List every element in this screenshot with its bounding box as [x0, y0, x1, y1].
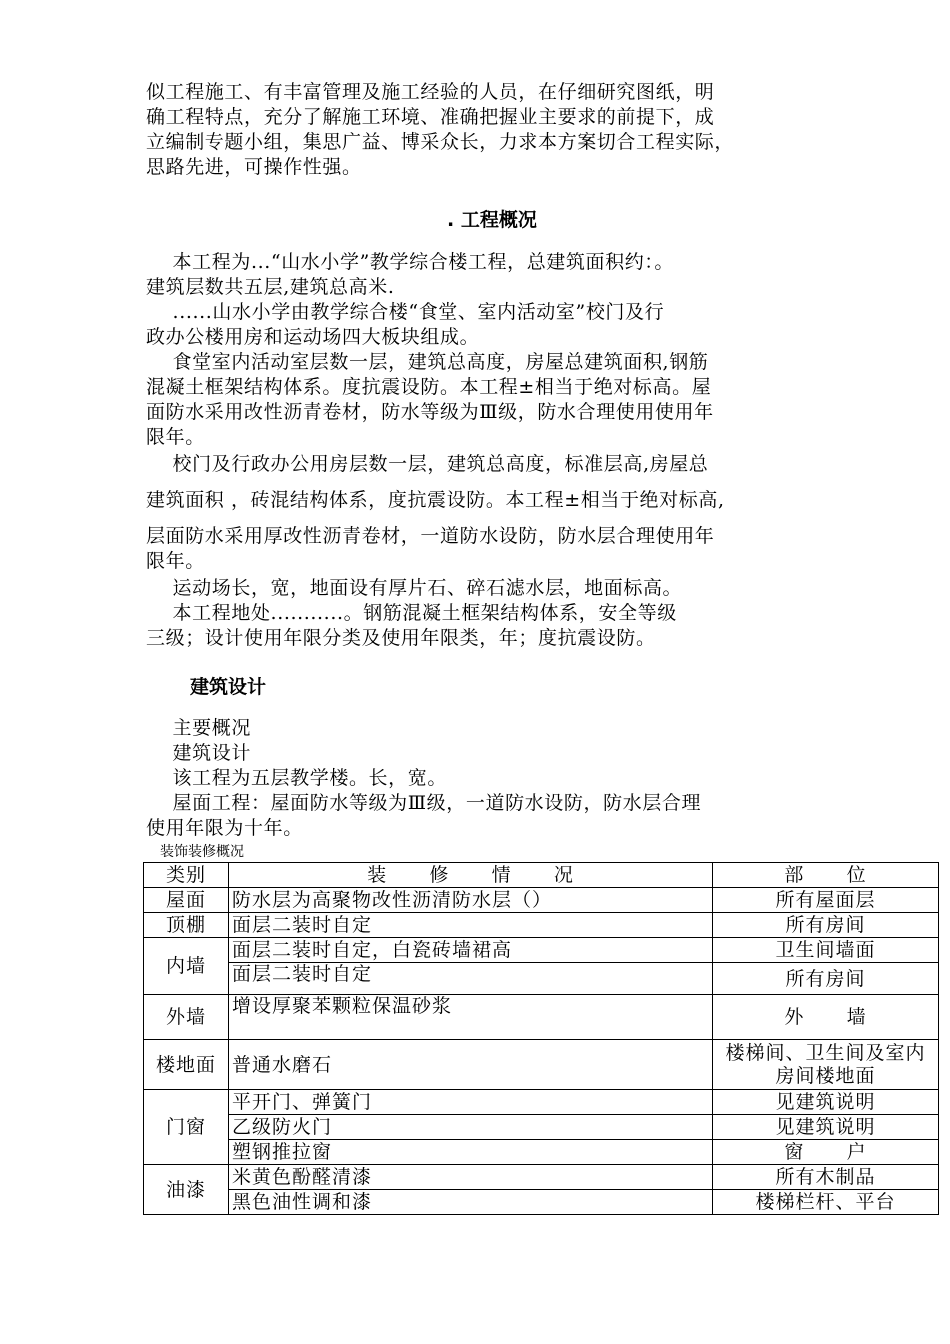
description-cell: 防水层为高聚物改性沥清防水层（）: [229, 888, 713, 913]
description-cell: 面层二装时自定，白瓷砖墙裙高: [229, 938, 713, 963]
arch-design-line: 主要概况: [146, 717, 251, 739]
intro-line: 思路先进，可操作性强。: [146, 156, 362, 178]
table-row: [144, 995, 939, 1040]
category-cell: 内墙: [144, 938, 229, 995]
category-cell: 楼地面: [144, 1040, 229, 1090]
table-row: [144, 1140, 939, 1165]
overview-line: 校门及行政办公用房层数一层，建筑总高度，标准层高,房屋总: [146, 453, 709, 475]
location-cell: 所有房间: [713, 913, 939, 938]
arch-design-line: 使用年限为十年。: [146, 817, 303, 839]
description-cell: 增设厚聚苯颗粒保温砂浆: [229, 995, 713, 1040]
category-cell: 顶棚: [144, 913, 229, 938]
table-row: [144, 1190, 939, 1215]
overview-line: 食堂室内活动室层数一层，建筑总高度，房屋总建筑面积,钢筋: [146, 351, 709, 373]
decoration-table: [143, 862, 939, 1215]
description-cell: 塑钢推拉窗: [229, 1140, 713, 1165]
arch-design-line: 建筑设计: [146, 742, 251, 764]
header-description: 装 修 情 况: [229, 863, 713, 888]
category-cell: 外墙: [144, 995, 229, 1040]
overview-line: 本工程为...“山水小学”教学综合楼工程，总建筑面积约：。: [146, 251, 675, 273]
category-cell: 屋面: [144, 888, 229, 913]
overview-line: 本工程地处...........。钢筋混凝土框架结构体系，安全等级: [146, 602, 677, 624]
intro-line: 似工程施工、有丰富管理及施工经验的人员，在仔细研究图纸，明: [146, 81, 715, 103]
table-row: [144, 1115, 939, 1140]
category-cell: 门窗: [144, 1090, 229, 1165]
location-cell: 所有房间: [713, 963, 939, 995]
intro-line: 立编制专题小组，集思广益、博采众长，力求本方案切合工程实际，: [146, 131, 735, 153]
table-row: [144, 963, 939, 995]
intro-line: 确工程特点，充分了解施工环境、准确把握业主要求的前提下，成: [146, 106, 715, 128]
table-row: [144, 888, 939, 913]
description-cell: 黑色油性调和漆: [229, 1190, 713, 1215]
overview-line: 混凝土框架结构体系。度抗震设防。本工程±相当于绝对标高。屋: [146, 376, 712, 398]
location-cell: 见建筑说明: [713, 1090, 939, 1115]
overview-line: ......山水小学由教学综合楼“食堂、室内活动室”校门及行: [146, 301, 665, 323]
table-row: [144, 913, 939, 938]
overview-line: 限年。: [146, 426, 205, 448]
table-row: [144, 1040, 939, 1090]
description-cell: 乙级防火门: [229, 1115, 713, 1140]
table-row: [144, 938, 939, 963]
overview-heading: . 工程概况: [447, 209, 537, 231]
description-cell: 面层二装时自定: [229, 913, 713, 938]
location-cell: 外 墙: [713, 995, 939, 1040]
description-cell: 平开门、弹簧门: [229, 1090, 713, 1115]
table-header-row: [144, 863, 939, 888]
location-cell: 见建筑说明: [713, 1115, 939, 1140]
table-row: [144, 1090, 939, 1115]
overview-line: 面防水采用改性沥青卷材，防水等级为Ⅲ级，防水合理使用使用年: [146, 401, 714, 423]
overview-line: 层面防水采用厚改性沥青卷材，一道防水设防，防水层合理使用年: [146, 525, 715, 547]
table-row: [144, 1165, 939, 1190]
overview-line: 建筑层数共五层,建筑总高米.: [146, 276, 395, 298]
description-cell: 普通水磨石: [229, 1040, 713, 1090]
location-cell: 窗 户: [713, 1140, 939, 1165]
location-cell: 所有木制品: [713, 1165, 939, 1190]
description-cell: 面层二装时自定: [229, 963, 713, 995]
location-cell: 楼梯栏杆、平台: [713, 1190, 939, 1215]
header-category: 类别: [144, 863, 229, 888]
overview-line: 三级；设计使用年限分类及使用年限类，年；度抗震设防。: [146, 627, 656, 649]
location-cell: 楼梯间、卫生间及室内房间楼地面: [713, 1040, 939, 1090]
overview-line: 政办公楼用房和运动场四大板块组成。: [146, 326, 480, 348]
overview-line: 限年。: [146, 550, 205, 572]
arch-design-heading: 建筑设计: [190, 676, 267, 698]
overview-line: 建筑面积 ，砖混结构体系，度抗震设防。本工程±相当于绝对标高,: [146, 489, 725, 511]
category-cell: 油漆: [144, 1165, 229, 1215]
arch-design-line: 屋面工程：屋面防水等级为Ⅲ级，一道防水设防，防水层合理: [146, 792, 702, 814]
location-cell: 卫生间墙面: [713, 938, 939, 963]
overview-line: 运动场长，宽，地面设有厚片石、碎石滤水层，地面标高。: [146, 577, 683, 599]
arch-design-line: 该工程为五层教学楼。长，宽。: [146, 767, 447, 789]
description-cell: 米黄色酚醛清漆: [229, 1165, 713, 1190]
location-cell: 所有屋面层: [713, 888, 939, 913]
table-caption: 装饰装修概况: [160, 844, 244, 860]
header-location: 部 位: [713, 863, 939, 888]
